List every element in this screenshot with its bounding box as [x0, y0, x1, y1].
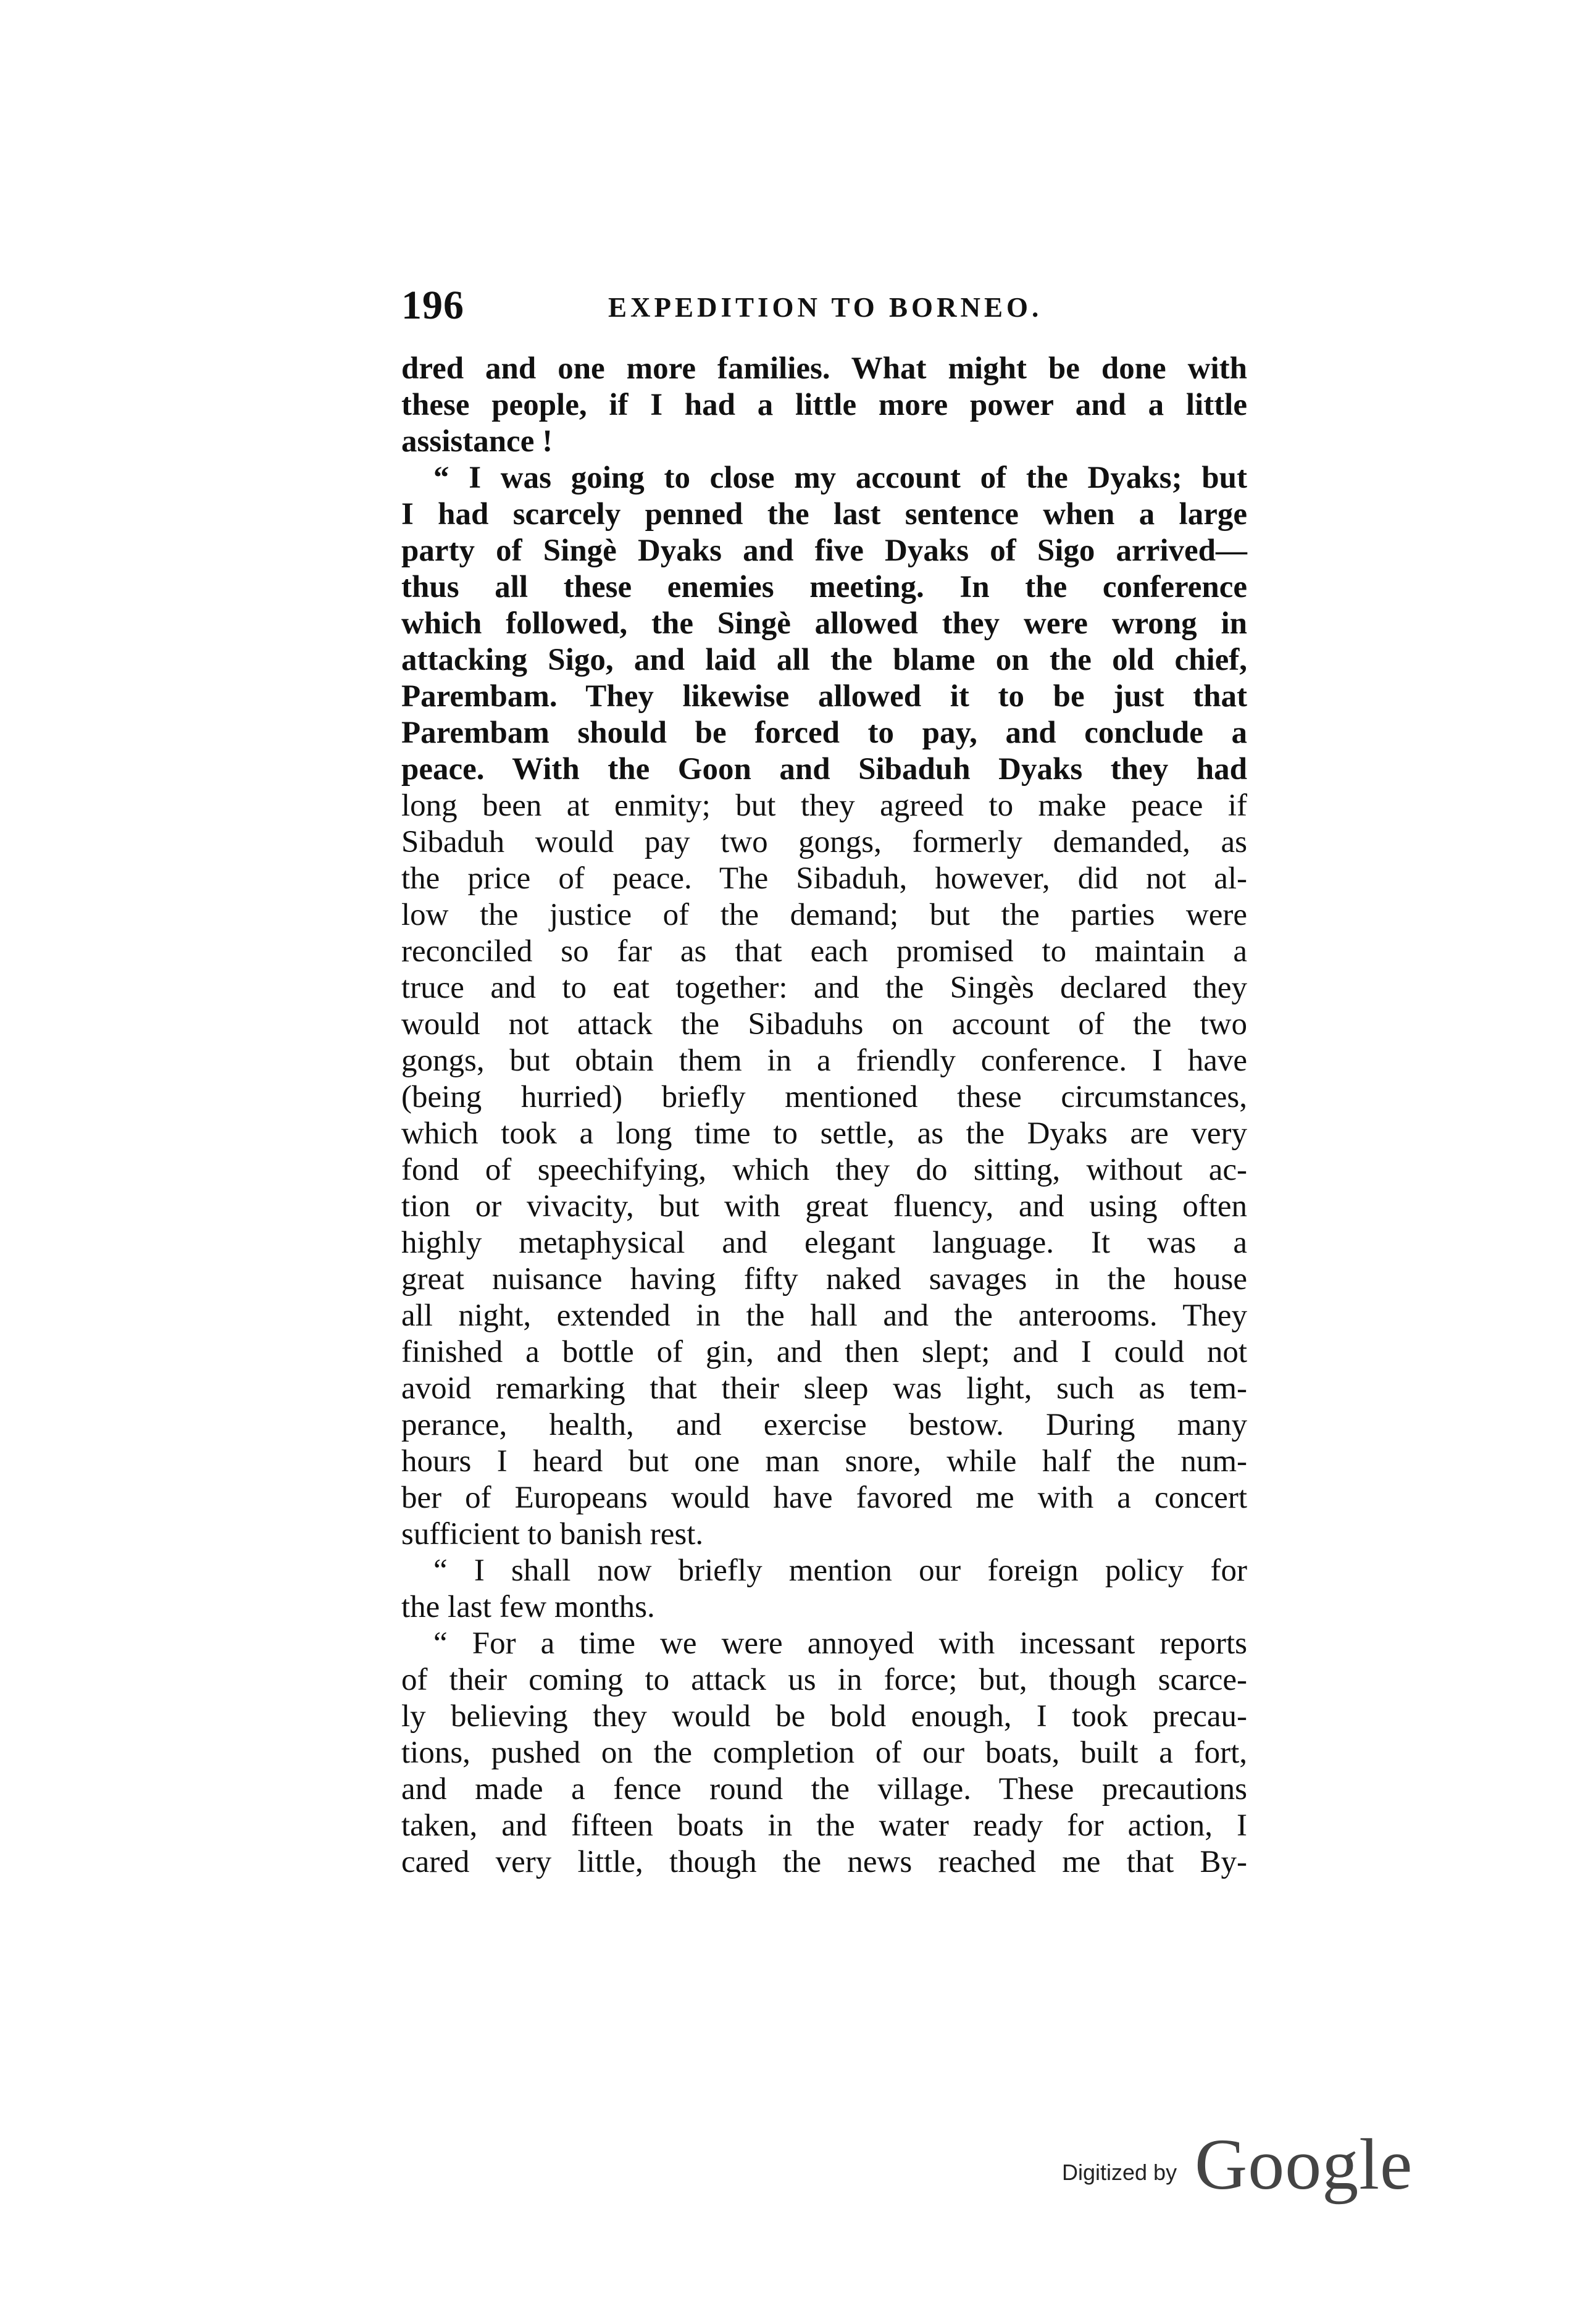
text-line: gongs, but obtain them in a friendly conference. I have — [401, 1043, 1247, 1078]
text-line: perance, health, and exercise bestow. During many — [401, 1408, 1247, 1442]
text-line: assistance ! — [401, 424, 553, 459]
text-line: thus all these enemies meeting. In the conference — [401, 570, 1247, 604]
text-line: truce and to eat together: and the Singès declared they — [401, 971, 1247, 1005]
text-line: party of Singè Dyaks and five Dyaks of Sigo arrived— — [401, 533, 1247, 568]
text-line: ly believing they would be bold enough, I took precau- — [401, 1699, 1247, 1734]
google-logo: Google — [1195, 2124, 1413, 2205]
text-line: all night, extended in the hall and the anterooms. They — [401, 1298, 1247, 1333]
text-line: would not attack the Sibaduhs on account of the two — [401, 1007, 1247, 1042]
text-line: which took a long time to settle, as the Dyaks are very — [401, 1116, 1247, 1151]
text-line: cared very little, though the news reached me that By- — [401, 1845, 1247, 1879]
text-line: sufficient to banish rest. — [401, 1517, 704, 1551]
text-line: “ For a time we were annoyed with incessant reports — [433, 1626, 1247, 1661]
body-text — [401, 351, 1247, 1881]
text-line: long been at enmity; but they agreed to make peace if — [401, 788, 1247, 823]
text-line: tions, pushed on the completion of our boats, built a fort, — [401, 1735, 1247, 1770]
text-line: taken, and fifteen boats in the water ready for action, I — [401, 1808, 1247, 1843]
text-line: these people, if I had a little more power and a little — [401, 388, 1247, 422]
text-line: attacking Sigo, and laid all the blame on the old chief, — [401, 643, 1247, 677]
watermark-prefix: Digitized by — [1062, 2160, 1177, 2185]
text-line: highly metaphysical and elegant language. It was a — [401, 1226, 1247, 1260]
text-line: and made a fence round the village. These precautions — [401, 1772, 1247, 1806]
text-line: avoid remarking that their sleep was light, such as tem- — [401, 1371, 1247, 1406]
text-line: Parembam should be forced to pay, and conclude a — [401, 716, 1247, 750]
text-line: reconciled so far as that each promised to maintain a — [401, 934, 1247, 969]
text-line: “ I shall now briefly mention our foreign policy for — [433, 1553, 1247, 1588]
text-line: (being hurried) briefly mentioned these circumstances, — [401, 1080, 1247, 1114]
running-head — [401, 281, 1247, 330]
text-line: ber of Europeans would have favored me with a concert — [401, 1480, 1247, 1515]
text-line: tion or vivacity, but with great fluency, and using often — [401, 1189, 1247, 1224]
text-line: the last few months. — [401, 1590, 655, 1624]
text-line: hours I heard but one man snore, while half the num- — [401, 1444, 1247, 1479]
text-line: peace. With the Goon and Sibaduh Dyaks they had — [401, 752, 1247, 787]
running-title: EXPEDITION TO BORNEO. — [608, 292, 1043, 323]
text-line: great nuisance having fifty naked savages in the house — [401, 1262, 1247, 1297]
text-line: low the justice of the demand; but the parties were — [401, 898, 1247, 932]
text-line: Sibaduh would pay two gongs, formerly demanded, as — [401, 825, 1247, 859]
page-number: 196 — [401, 283, 464, 328]
text-line: I had scarcely penned the last sentence when a large — [401, 497, 1247, 532]
text-line: “ I was going to close my account of the Dyaks; but — [433, 461, 1247, 495]
text-line: Parembam. They likewise allowed it to be just that — [401, 679, 1247, 714]
text-line: dred and one more families. What might be done with — [401, 351, 1247, 386]
digitized-by-watermark — [1062, 2111, 1413, 2210]
text-line: which followed, the Singè allowed they were wrong in — [401, 606, 1247, 641]
text-line: finished a bottle of gin, and then slept; and I could not — [401, 1335, 1247, 1369]
text-line: fond of speechifying, which they do sitting, without ac- — [401, 1153, 1247, 1187]
text-line: the price of peace. The Sibaduh, however, did not al- — [401, 861, 1247, 896]
text-line: of their coming to attack us in force; but, though scarce- — [401, 1663, 1247, 1697]
